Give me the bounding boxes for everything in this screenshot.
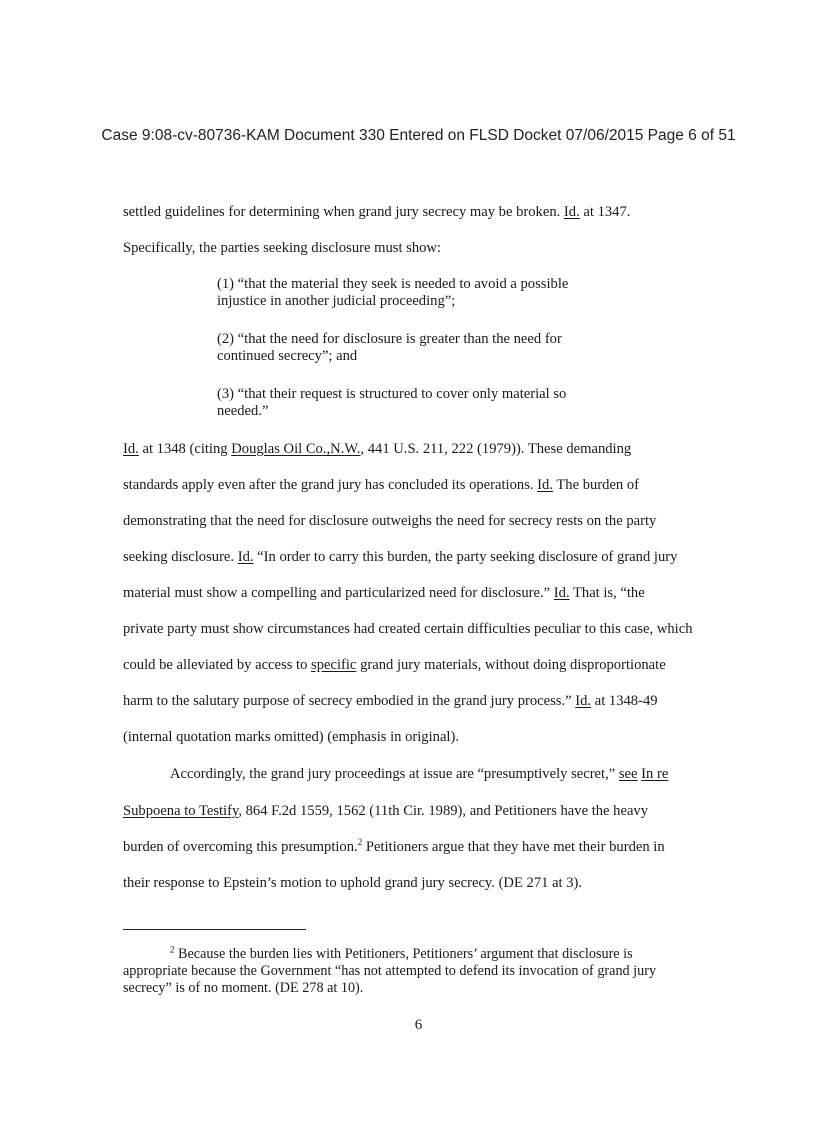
body-line: (internal quotation marks omitted) (emphasis in original). [123,729,459,745]
body-line: demonstrating that the need for disclosure outweighs the need for secrecy rests on the party [123,513,657,529]
footnote-line: secrecy” is of no moment. (DE 278 at 10). [123,980,364,996]
body-line: Subpoena to Testify, 864 F.2d 1559, 1562 (11th Cir. 1989), and Petitioners have the heavy [123,803,649,819]
body-line: Accordingly, the grand jury proceedings at issue are “presumptively secret,” see In re [170,766,669,782]
body-line: could be alleviated by access to specific grand jury materials, without doing disproportionate [123,657,666,673]
body-line: private party must show circumstances had created certain difficulties peculiar to this case, which [123,621,693,637]
body-line: harm to the salutary purpose of secrecy embodied in the grand jury process.” Id. at 1348-49 [123,693,658,709]
body-line: settled guidelines for determining when grand jury secrecy may be broken. Id. at 1347. [123,204,631,220]
body-line: Specifically, the parties seeking disclosure must show: [123,240,442,256]
case-citation: Subpoena to Testify [123,803,239,819]
body-line: material must show a compelling and particularized need for disclosure.” Id. That is, “the [123,585,645,601]
footnote-divider [123,929,306,930]
body-line: standards apply even after the grand jury has concluded its operations. Id. The burden of [123,477,640,493]
footnote-line: appropriate because the Government “has not attempted to defend its invocation of grand jury [123,963,657,979]
body-line: burden of overcoming this presumption.$^2$ Petitioners argue that they have met their burden in [123,837,665,855]
block-quote-item: (3) “that their request is structured to cover only material so needed.” [217,386,567,419]
body-line: seeking disclosure. Id. “In order to carry this burden, the party seeking disclosure of grand jury [123,549,678,565]
footnote-ref: 2 [357,837,363,848]
block-quote-item: (1) “that the material they seek is needed to avoid a possible injustice in another judicial proceeding”; [217,276,569,309]
case-citation: In re [641,766,669,782]
case-header: Case 9:08-cv-80736-KAM Document 330 Entered on FLSD Docket 07/06/2015 Page 6 of 51 [101,127,736,144]
case-citation: Douglas Oil Co.,N.W. [231,441,361,457]
footnote-line: $^2$ Because the burden lies with Petitioners, Petitioners’ argument that disclosure is [170,944,633,962]
body-line: Id. at 1348 (citing Douglas Oil Co.,N.W., 441 U.S. 211, 222 (1979)). These demanding [123,441,632,457]
citation-id: Id. [563,204,580,220]
block-quote-item: (2) “that the need for disclosure is greater than the need for continued secrecy”; and [217,331,562,364]
page-number: 6 [414,1017,423,1033]
body-line: their response to Epstein’s motion to uphold grand jury secrecy. (DE 271 at 3). [123,875,583,891]
